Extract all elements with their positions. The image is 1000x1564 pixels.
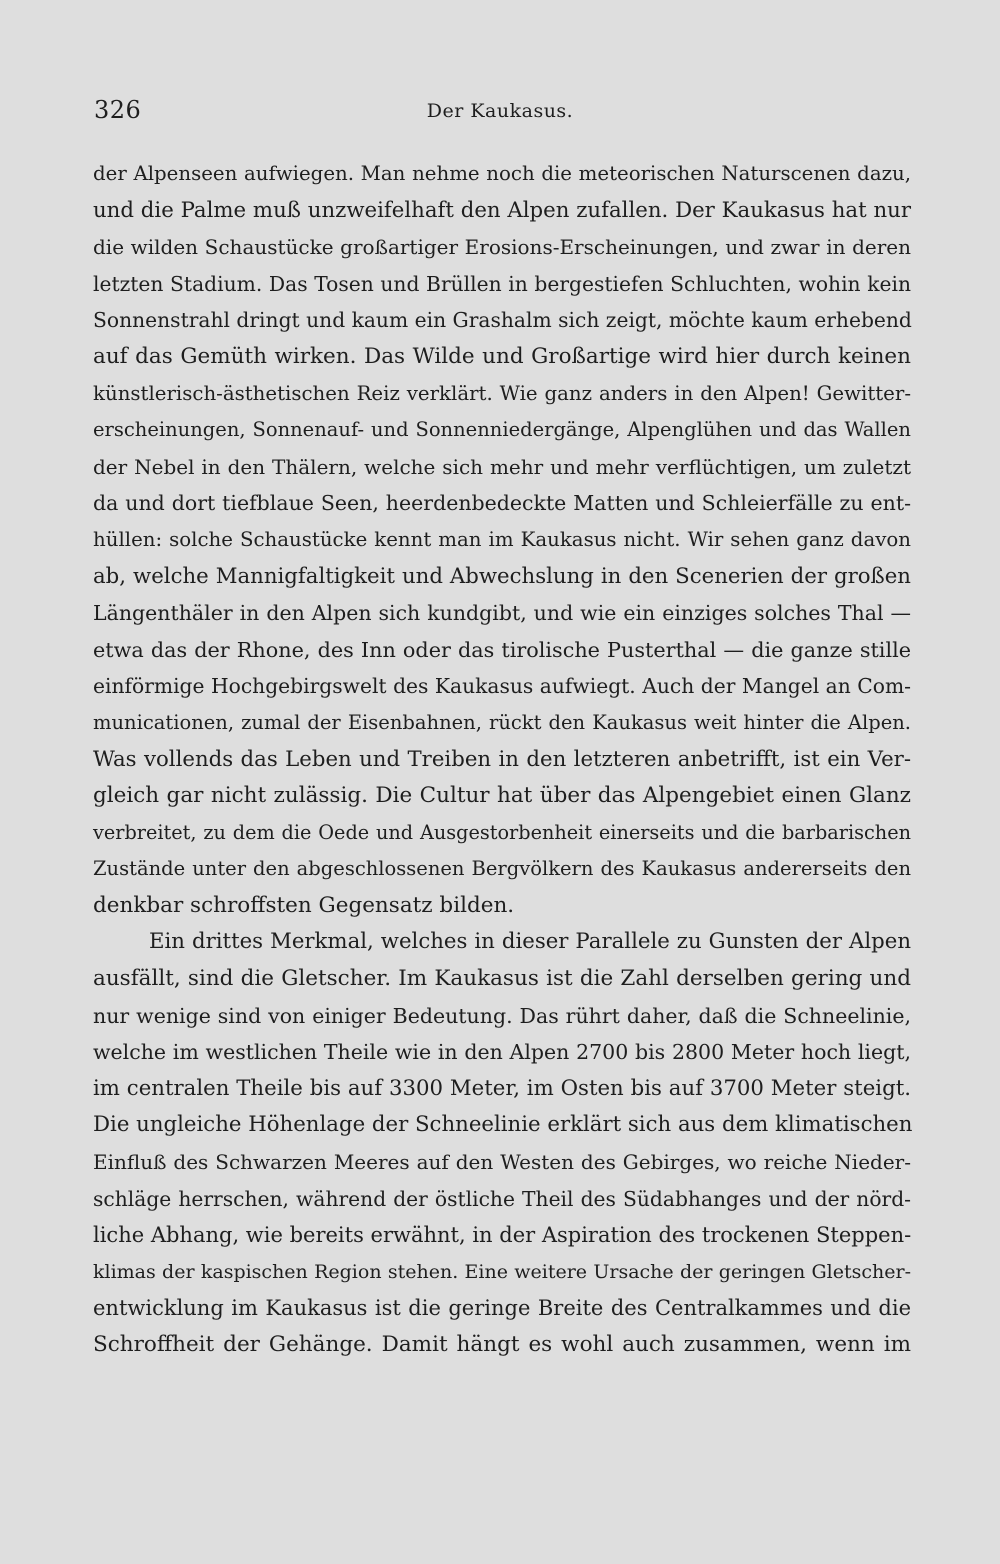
text-line: die wilden Schaustücke großartiger Erosions-Erscheinungen, und zwar in deren [93,235,911,260]
text-line: entwicklung im Kaukasus ist die geringe Breite des Centralkammes und die [93,1296,911,1321]
text-line: gleich gar nicht zulässig. Die Cultur hat über das Alpengebiet einen Glanz [93,783,911,809]
text-line: ausfällt, sind die Gletscher. Im Kaukasus ist die Zahl derselben gering und [93,966,911,992]
paragraph-2 [93,924,911,1363]
text-line: klimas der kaspischen Region stehen. Eine weitere Ursache der geringen Gletscher- [93,1260,911,1283]
paragraph-1 [93,156,911,924]
text-line: da und dort tiefblaue Seen, heerdenbedeckte Matten und Schleierfälle zu ent- [93,491,911,516]
text-line: künstlerisch-ästhetischen Reiz verklärt. Wie ganz anders in den Alpen! Gewitter- [93,381,911,405]
text-line: auf das Gemüth wirken. Das Wilde und Großartige wird hier durch keinen [93,343,911,369]
body-text [93,156,911,1364]
text-line: letzten Stadium. Das Tosen und Brüllen in bergestiefen Schluchten, wohin kein [93,271,911,296]
text-line: Sonnenstrahl dringt und kaum ein Grashalm sich zeigt, möchte kaum erhebend [93,308,912,333]
text-line: municationen, zumal der Eisenbahnen, rückt den Kaukasus weit hinter die Alpen. [93,710,911,734]
text-line: Längenthäler in den Alpen sich kundgibt, und wie ein einziges solches Thal — [93,601,911,626]
text-line: der Nebel in den Thälern, welche sich mehr und mehr verflüchtigen, um zuletzt [93,454,911,479]
text-line: liche Abhang, wie bereits erwähnt, in der Aspiration des trockenen Steppen- [93,1223,912,1248]
text-line: hüllen: solche Schaustücke kennt man im Kaukasus nicht. Wir sehen ganz davon [93,527,911,551]
text-line: der Alpenseen aufwiegen. Man nehme noch die meteorischen Naturscenen dazu, [93,162,911,185]
text-line: verbreitet, zu dem die Oede und Ausgestorbenheit einerseits und die barbarischen [93,820,911,844]
text-line: nur wenige sind von einiger Bedeutung. Das rührt daher, daß die Schneelinie, [93,1003,911,1028]
text-line: schläge herrschen, während der östliche Theil des Südabhanges und der nörd- [93,1186,911,1211]
text-line: erscheinungen, Sonnenauf- und Sonnenniedergänge, Alpenglühen und das Wallen [93,418,911,442]
text-line: im centralen Theile bis auf 3300 Meter, im Osten bis auf 3700 Meter steigt. [93,1075,911,1101]
page-number: 326 [94,96,142,124]
text-line: Was vollends das Leben und Treiben in den letzteren anbetrifft, ist ein Ver- [93,746,911,772]
text-line: denkbar schroffsten Gegensatz bilden. [93,892,515,918]
text-line: und die Palme muß unzweifelhaft den Alpen zufallen. Der Kaukasus hat nur [93,197,911,223]
text-line: Zustände unter den abgeschlossenen Bergvölkern des Kaukasus andererseits den [93,857,911,881]
text-line: ab, welche Mannigfaltigkeit und Abwechslung in den Scenerien der großen [93,563,911,589]
running-head: Der Kaukasus. [426,100,574,122]
text-line: etwa das der Rhone, des Inn oder das tirolische Pusterthal — die ganze stille [93,637,911,662]
text-line: Einfluß des Schwarzen Meeres auf den Westen des Gebirges, wo reiche Nieder- [93,1150,911,1175]
text-line: Ein drittes Merkmal, welches in dieser Parallele zu Gunsten der Alpen [149,929,911,955]
text-line: welche im westlichen Theile wie in den Alpen 2700 bis 2800 Meter hoch liegt, [93,1040,911,1065]
text-line: Die ungleiche Höhenlage der Schneelinie erklärt sich aus dem klimatischen [93,1112,913,1138]
text-line: einförmige Hochgebirgswelt des Kaukasus aufwiegt. Auch der Mangel an Com- [93,674,911,699]
text-line: Schroffheit der Gehänge. Damit hängt es wohl auch zusammen, wenn im [93,1332,911,1357]
